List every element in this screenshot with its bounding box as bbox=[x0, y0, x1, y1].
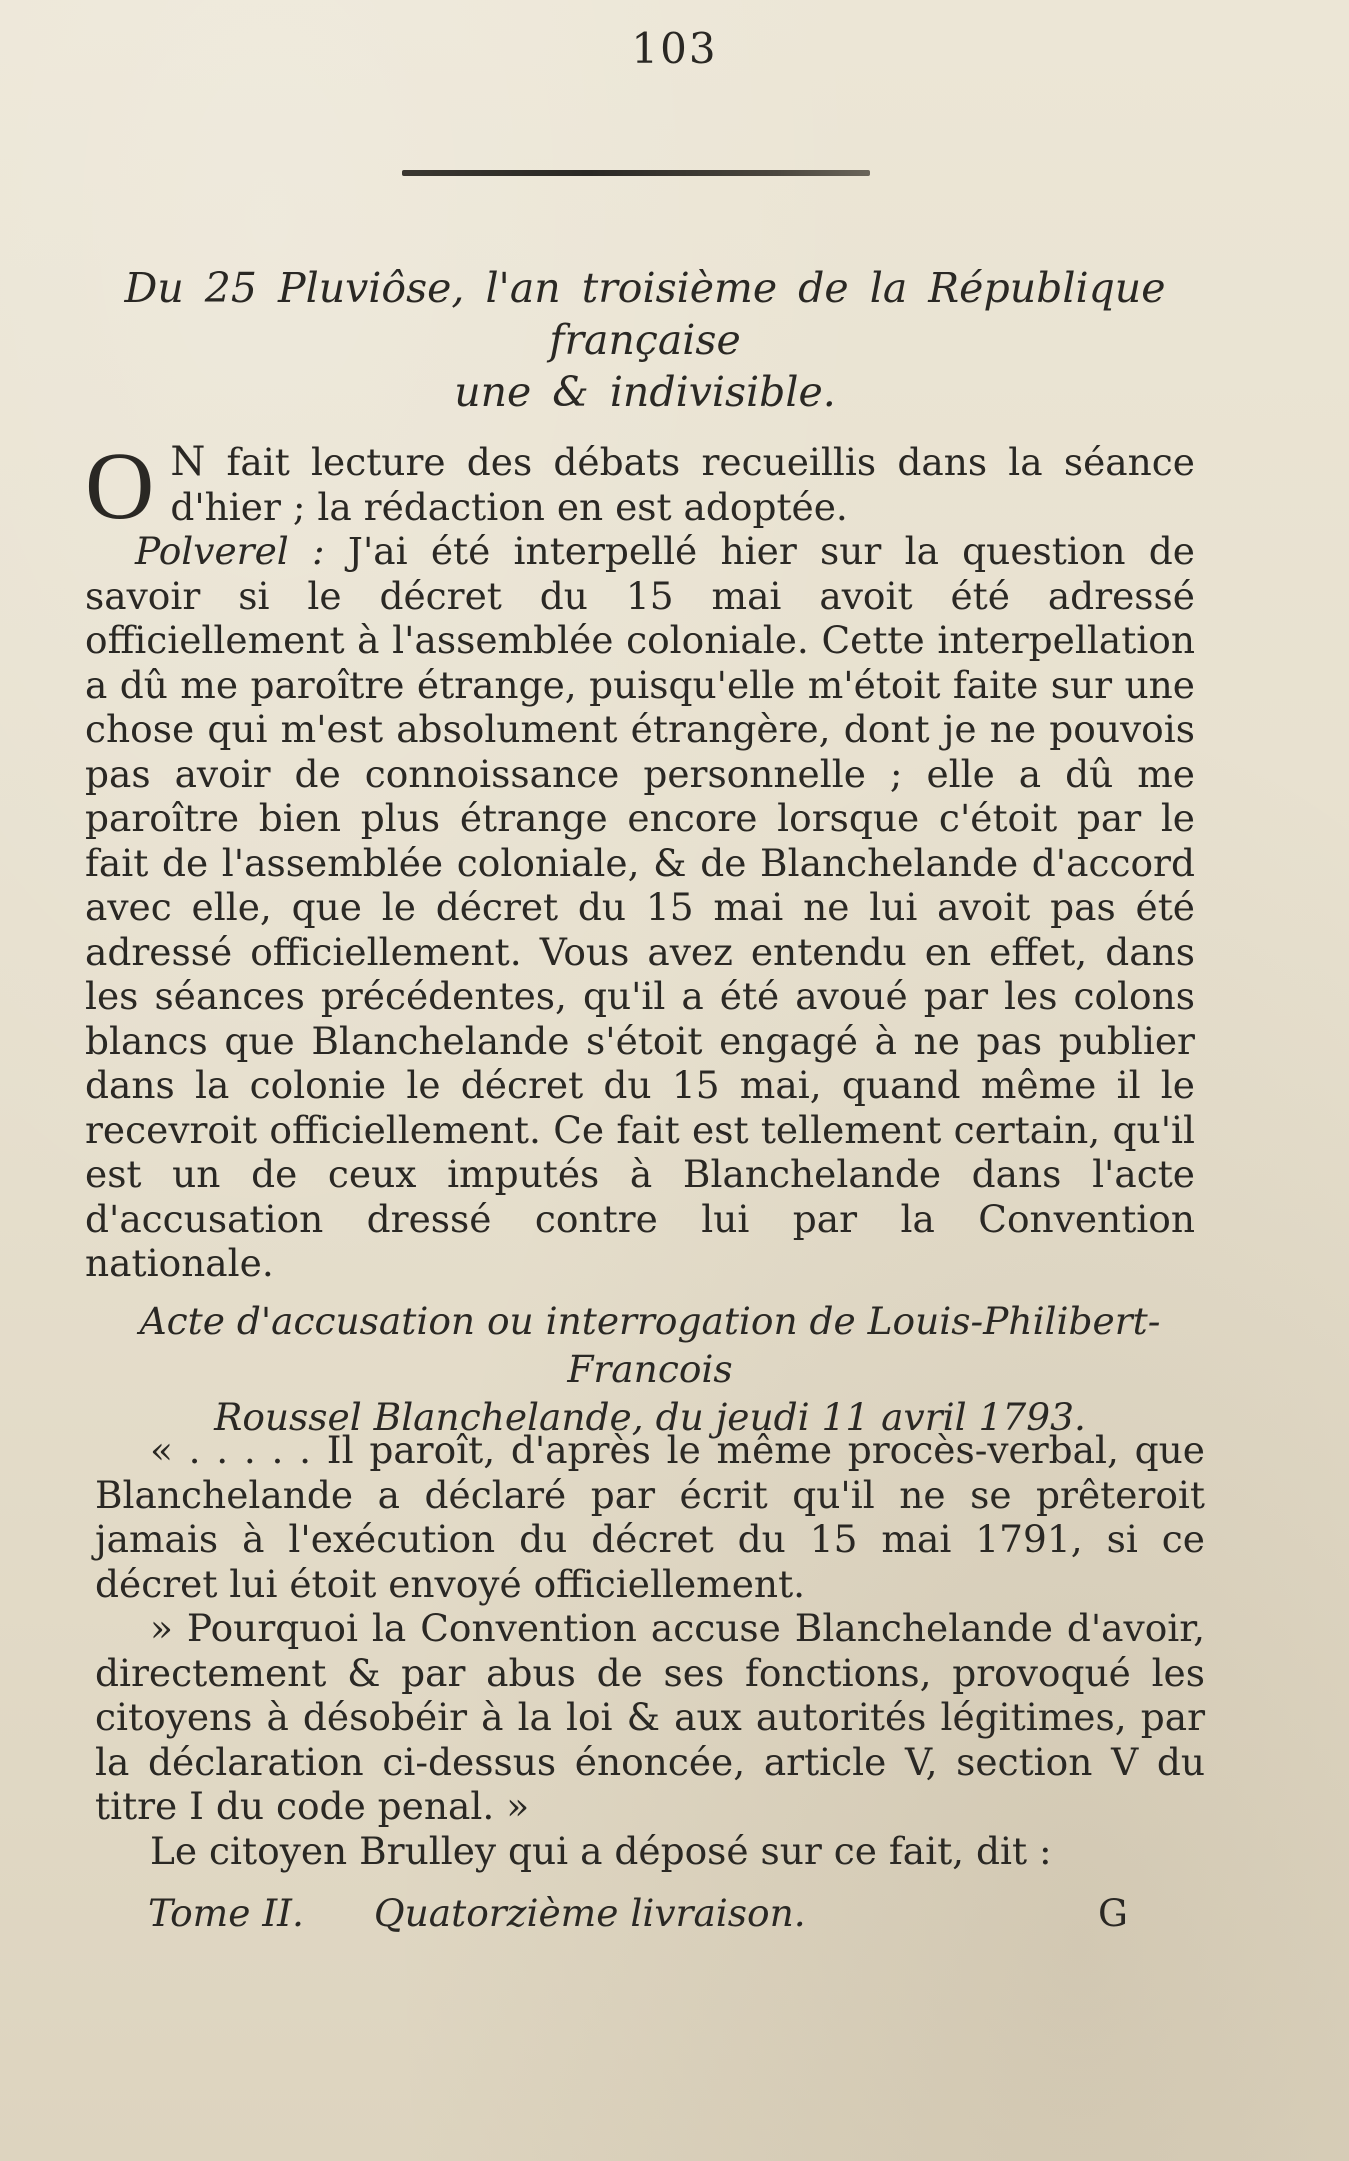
quote-paragraph-2: » Pourquoi la Convention accuse Blanchelande d'avoir, directement & par abus de ses fonctions, provoqué les citoyens à désobéir à la loi & aux autorités légitimes, par la déclaration ci-dessus énoncée, article V, section V du titre I du code penal. » bbox=[95, 1606, 1205, 1828]
footer-volume-info bbox=[148, 1891, 806, 1935]
section-heading-line-1: Du 25 Pluviôse, l'an troisième de la République française bbox=[124, 264, 1166, 364]
quote-paragraph-1: « . . . . . Il paroît, d'après le même procès-verbal, que Blanchelande a déclaré par écrit qu'il ne se prêteroit jamais à l'exécution du décret du 15 mai 1791, si ce décret lui étoit envoyé officiellement. bbox=[95, 1428, 1205, 1606]
page-footer bbox=[148, 1891, 1128, 1935]
signature-mark: G bbox=[1098, 1891, 1128, 1935]
drop-cap-tail: N bbox=[170, 439, 206, 485]
section-heading-line-2: une & indivisible. bbox=[454, 368, 836, 416]
polverel-text: J'ai été interpellé hier sur la question de savoir si le décret du 15 mai avoit été adressé officiellement à l'assemblée coloniale. Cette interpellation a dû me paroître étrange, puisqu'elle m'étoit faite sur une chose qui m'est absolument étrangère, dont je ne pouvois pas avoir de connoissance personnelle ; elle a dû me paroître bien plus étrange encore lorsque c'étoit par le fait de l'assemblée coloniale, & de Blanchelande d'accord avec elle, que le décret du 15 mai ne lui avoit pas été adressé officiellement. Vous avez entendu en effet, dans les séances précédentes, qu'il a été avoué par les colons blancs que Blanchelande s'étoit engagé à ne pas publier dans la colonie le décret du 15 mai, quand même il le recevroit officiellement. Ce fait est tellement certain, qu'il est un de ceux imputés à Blanchelande dans l'acte d'accusation dressé contre lui par la Convention nationale. bbox=[85, 529, 1195, 1285]
quote-paragraph-3: Le citoyen Brulley qui a déposé sur ce fait, dit : bbox=[150, 1828, 1052, 1873]
opening-text: fait lecture des débats recueillis dans la séance d'hier ; la rédaction en est adoptée. bbox=[170, 440, 1196, 529]
speaker-name: Polverel : bbox=[135, 529, 325, 573]
opening-paragraph bbox=[85, 432, 1196, 539]
page-number: 103 bbox=[631, 24, 718, 73]
act-heading-line-1: Acte d'accusation ou interrogation de Louis-Philibert-Francois bbox=[139, 1299, 1161, 1391]
polverel-paragraph bbox=[85, 529, 1195, 1286]
act-heading bbox=[95, 1297, 1205, 1441]
section-heading bbox=[70, 262, 1220, 418]
act-heading-line-2: Roussel Blanchelande, du jeudi 11 avril 1793. bbox=[214, 1395, 1086, 1439]
header-rule bbox=[402, 170, 870, 176]
body-text bbox=[85, 432, 1196, 1286]
drop-cap: O bbox=[85, 432, 155, 539]
issue-label: Quatorzième livraison. bbox=[373, 1891, 806, 1935]
quoted-text bbox=[95, 1428, 1205, 1873]
volume-label: Tome II. bbox=[148, 1891, 304, 1935]
